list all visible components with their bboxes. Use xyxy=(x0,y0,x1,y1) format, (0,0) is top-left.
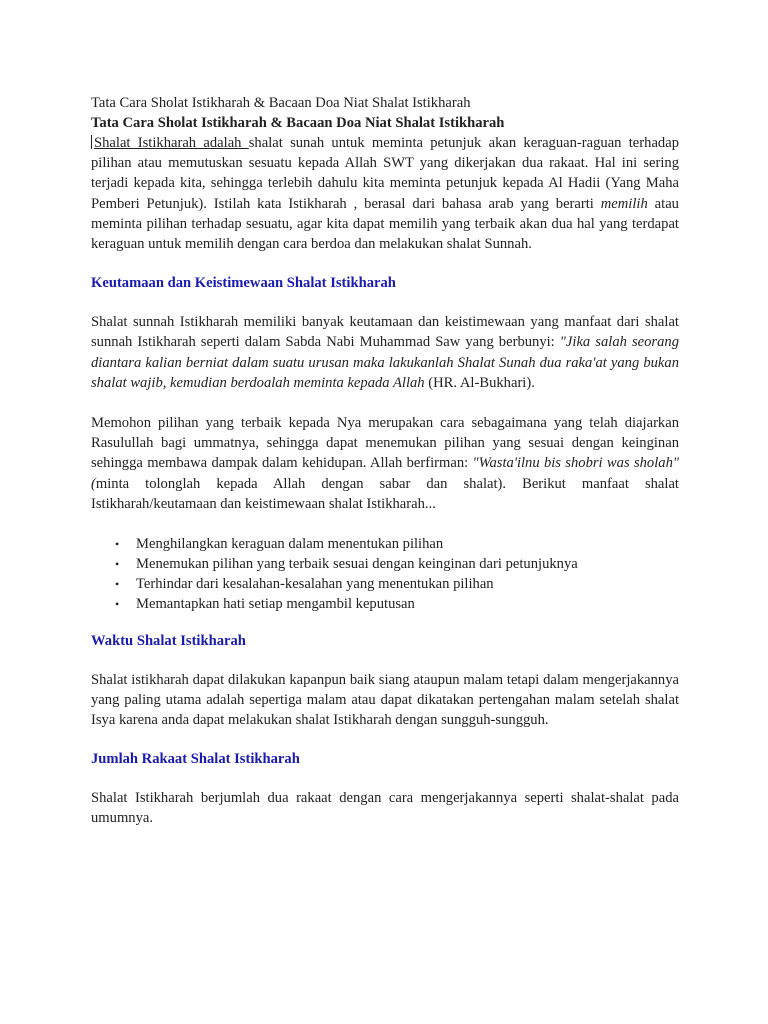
jumlah-paragraph: Shalat Istikharah berjumlah dua rakaat dengan cara mengerjakannya seperti shalat-shalat pada umumnya. xyxy=(91,789,679,826)
intro-paragraph xyxy=(91,133,679,254)
benefit-list xyxy=(91,534,679,614)
list-item xyxy=(91,554,679,574)
list-item-text: Menemukan pilihan yang terbaik sesuai dengan keinginan dari petunjuknya xyxy=(136,556,578,573)
intro-link[interactable]: Shalat Istikharah adalah xyxy=(94,135,249,151)
intro-text-b: atau meminta pilihan terhadap sesuatu, agar kita dapat memilih yang terbaik akan dua hal yang terdapat keraguan untuk memilih dengan cara berdoa dan melakukan shalat Sunnah. xyxy=(91,195,679,253)
bullet-icon: • xyxy=(115,537,120,552)
bullet-icon: • xyxy=(115,557,120,572)
list-item-text: Menghilangkan keraguan dalam menentukan pilihan xyxy=(136,536,444,553)
keutamaan-p2-a: Memohon pilihan yang terbaik kepada Nya merupakan cara sebagaimana yang telah diajarkan Rasulullah bagi ummatnya, sehingga dapat menemukan pilihan yang sesuai dengan keinginan sehingga membawa dampak dalam kehidupan. Allah berfirman: xyxy=(91,415,679,472)
document-title-bold: Tata Cara Sholat Istikharah & Bacaan Doa Niat Shalat Istikharah xyxy=(91,115,505,131)
heading-keutamaan: Keutamaan dan Keistimewaan Shalat Istikharah xyxy=(91,275,396,292)
keutamaan-p1-a: Shalat sunnah Istikharah memiliki banyak keutamaan dan keistimewaan yang manfaat dari shalat sunnah Istikharah seperti dalam Sabda Nabi Muhammad Saw yang berbunyi: xyxy=(91,314,679,351)
heading-jumlah: Jumlah Rakaat Shalat Istikharah xyxy=(91,750,300,767)
keutamaan-p1-quote: "Jika salah seorang diantara kalian berniat dalam suatu urusan maka lakukanlah Shalat Sunah dua raka'at yang bukan shalat wajib, kemudian berdoalah meminta kepada Allah xyxy=(91,334,679,391)
list-item xyxy=(91,594,679,614)
heading-waktu: Waktu Shalat Istikharah xyxy=(91,633,246,650)
keutamaan-p2-b: minta tolonglah kepada Allah dengan sabar dan shalat). Berikut manfaat shalat Istikharah/keutamaan dan keistimewaan shalat Istikharah... xyxy=(91,475,679,512)
document-title: Tata Cara Sholat Istikharah & Bacaan Doa Niat Shalat Istikharah xyxy=(91,95,471,111)
list-item-text: Memantapkan hati setiap mengambil keputusan xyxy=(136,596,415,613)
waktu-paragraph: Shalat istikharah dapat dilakukan kapanpun baik siang ataupun malam tetapi dalam mengerjakannya yang paling utama adalah sepertiga malam atau dapat dikatakan pertengahan malam setelah shalat Isya karena anda dapat melakukan shalat Istikharah dengan sungguh-sungguh. xyxy=(91,672,679,729)
document-content xyxy=(91,93,679,828)
bullet-icon: • xyxy=(115,597,120,612)
intro-text-a: shalat sunah untuk meminta petunjuk akan keraguan-raguan terhadap pilihan atau memutuskan sesuatu kepada Allah SWT yang dikerjakan dua rakaat. Hal ini sering terjadi kepada kita, sehingga terlebih dahulu kita meminta petunjuk kepada Al Hadii (Yang Maha Pemberi Petunjuk). Istilah kata Istikharah , berasal dari bahasa arab yang berarti xyxy=(91,135,679,212)
keutamaan-p2-quote: "Wasta'ilnu bis shobri was sholah" ( xyxy=(91,455,679,492)
list-item xyxy=(91,534,679,554)
keutamaan-paragraph-2 xyxy=(91,413,679,514)
keutamaan-p1-b: (HR. Al-Bukhari). xyxy=(424,374,535,391)
intro-italic: memilih xyxy=(600,195,648,212)
text-cursor xyxy=(91,135,92,149)
keutamaan-paragraph-1 xyxy=(91,312,679,393)
list-item xyxy=(91,574,679,594)
bullet-icon: • xyxy=(115,577,120,592)
list-item-text: Terhindar dari kesalahan-kesalahan yang menentukan pilihan xyxy=(136,576,494,593)
